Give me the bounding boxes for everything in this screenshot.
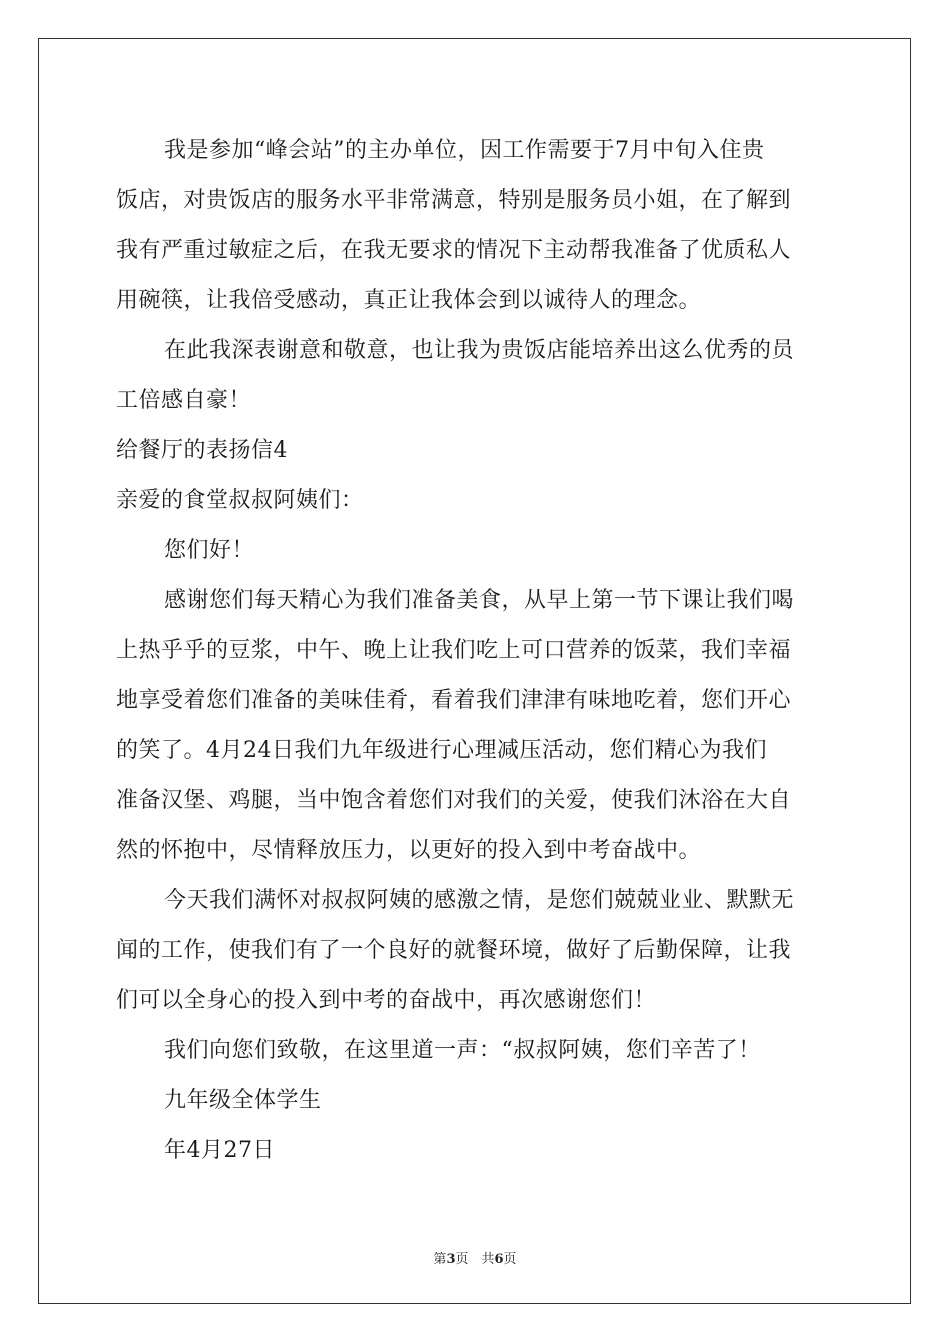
paragraph-line: 在此我深表谢意和敬意，也让我为贵饭店能培养出这么优秀的员 <box>164 338 795 363</box>
page-footer <box>0 1248 950 1267</box>
paragraph-line: 我有严重过敏症之后，在我无要求的情况下主动帮我准备了优质私人 <box>116 238 792 263</box>
paragraph-line: 地享受着您们准备的美味佳肴，看着我们津津有味地吃着，您们开心 <box>116 688 792 713</box>
total-page-count: 6 <box>494 1252 504 1267</box>
paragraph-line: 准备汉堡、鸡腿，当中饱含着您们对我们的关爱，使我们沐浴在大自 <box>116 788 792 813</box>
paragraph-line: 今天我们满怀对叔叔阿姨的感激之情，是您们兢兢业业、默默无 <box>164 888 795 913</box>
paragraph-line: 上热乎乎的豆浆，中午、晚上让我们吃上可口营养的饭菜，我们幸福 <box>116 638 792 663</box>
paragraph-line: 饭店，对贵饭店的服务水平非常满意，特别是服务员小姐，在了解到 <box>116 188 792 213</box>
signature: 九年级全体学生 <box>164 1088 322 1113</box>
salutation: 亲爱的食堂叔叔阿姨们： <box>116 488 364 513</box>
current-page-number: 3 <box>446 1252 456 1267</box>
greeting: 您们好！ <box>164 538 255 563</box>
paragraph-line: 然的怀抱中，尽情释放压力，以更好的投入到中考奋战中。 <box>116 838 702 863</box>
footer-suffix: 页 <box>503 1252 517 1267</box>
document-body <box>116 126 836 1176</box>
paragraph-line: 工倍感自豪！ <box>116 388 252 413</box>
paragraph-line: 我们向您们致敬，在这里道一声：“叔叔阿姨，您们辛苦了！ <box>164 1038 761 1063</box>
footer-middle: 页 共 <box>455 1252 495 1267</box>
paragraph-line: 我是参加“峰会站”的主办单位，因工作需要于7月中旬入住贵 <box>164 138 765 163</box>
paragraph-line: 们可以全身心的投入到中考的奋战中，再次感谢您们！ <box>116 988 657 1013</box>
paragraph-line: 闻的工作，使我们有了一个良好的就餐环境，做好了后勤保障，让我 <box>116 938 792 963</box>
paragraph-line: 用碗筷，让我倍受感动，真正让我体会到以诚待人的理念。 <box>116 288 702 313</box>
footer-prefix: 第 <box>433 1252 447 1267</box>
date-line: 年4月27日 <box>164 1138 275 1163</box>
paragraph-line: 的笑了。4月24日我们九年级进行心理减压活动，您们精心为我们 <box>116 738 767 763</box>
paragraph-line: 感谢您们每天精心为我们准备美食，从早上第一节下课让我们喝 <box>164 588 795 613</box>
section-title: 给餐厅的表扬信4 <box>116 438 288 463</box>
